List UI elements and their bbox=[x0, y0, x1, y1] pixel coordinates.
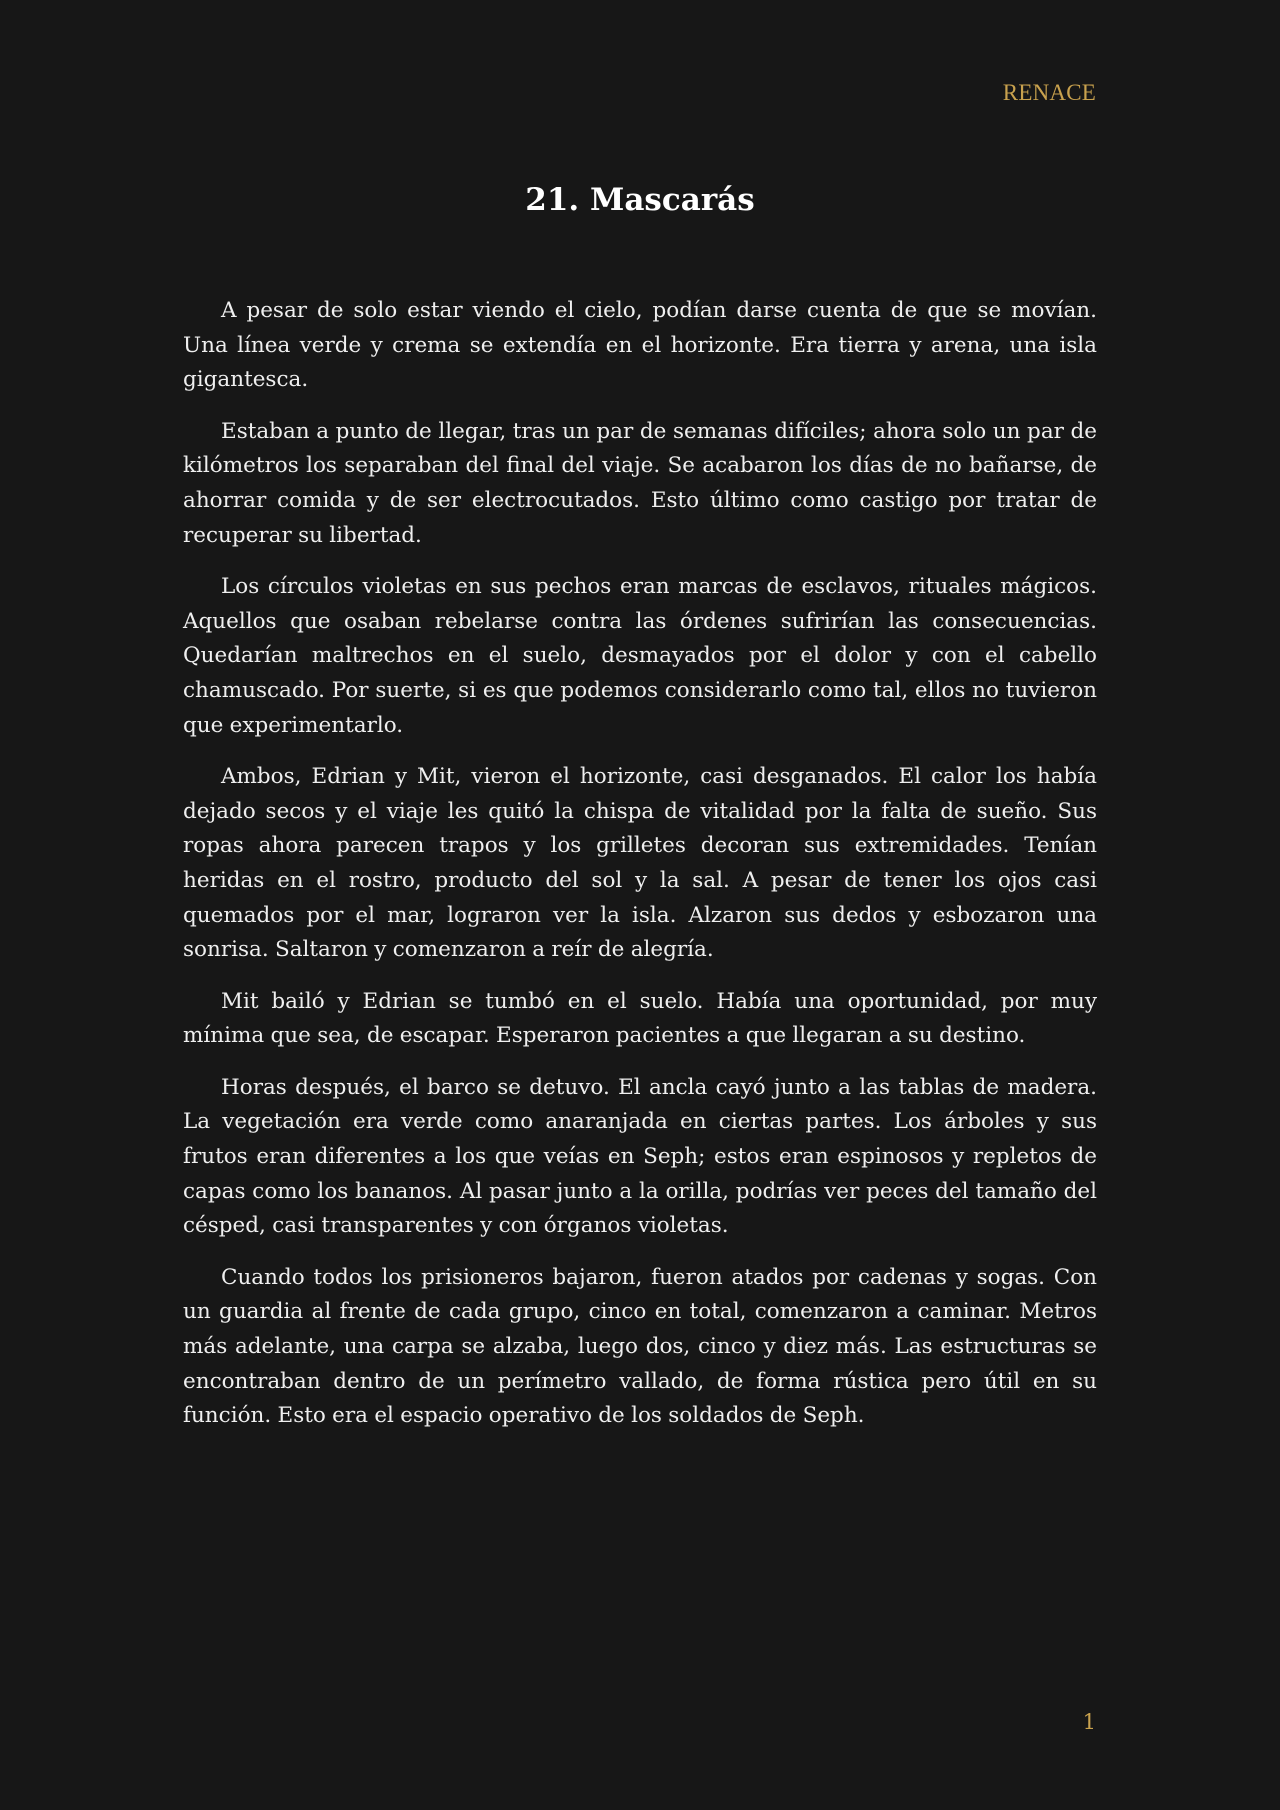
paragraph: Estaban a punto de llegar, tras un par de semanas difíciles; ahora solo un par de kilómetros los separaban del final del viaje. Se acabaron los días de no bañarse, de ahorrar comida y de ser electrocutados. Esto último como castigo por tratar de recuperar su libertad. bbox=[183, 418, 1097, 548]
paragraph: Horas después, el barco se detuvo. El ancla cayó junto a las tablas de madera. La vegetación era verde como anaranjada en ciertas partes. Los árboles y sus frutos eran diferentes a los que veías en Seph; estos eran espinosos y repletos de capas como los bananos. Al pasar junto a la orilla, podrías ver peces del tamaño del césped, casi transparentes y con órganos violetas. bbox=[183, 1074, 1097, 1239]
paragraph: Cuando todos los prisioneros bajaron, fueron atados por cadenas y sogas. Con un guardia al frente de cada grupo, cinco en total, comenzaron a caminar. Metros más adelante, una carpa se alzaba, luego dos, cinco y diez más. Las estructuras se encontraban dentro de un perímetro vallado, de forma rústica pero útil en su función. Esto era el espacio operativo de los soldados de Seph. bbox=[183, 1264, 1097, 1429]
paragraph: Ambos, Edrian y Mit, vieron el horizonte, casi desganados. El calor los había dejado secos y el viaje les quitó la chispa de vitalidad por la falta de sueño. Sus ropas ahora parecen trapos y los grilletes decoran sus extremidades. Tenían heridas en el rostro, producto del sol y la sal. A pesar de tener los ojos casi quemados por el mar, lograron ver la isla. Alzaron sus dedos y esbozaron una sonrisa. Saltaron y comenzaron a reír de alegría. bbox=[183, 764, 1097, 963]
paragraph: A pesar de solo estar viendo el cielo, podían darse cuenta de que se movían. Una línea verde y crema se extendía en el horizonte. Era tierra y arena, una isla gigantesca. bbox=[183, 298, 1097, 393]
paragraph: Los círculos violetas en sus pechos eran marcas de esclavos, rituales mágicos. Aquellos que osaban rebelarse contra las órdenes sufrirían las consecuencias. Quedarían maltrechos en el suelo, desmayados por el dolor y con el cabello chamuscado. Por suerte, si es que podemos considerarlo como tal, ellos no tuvieron que experimentarlo. bbox=[183, 574, 1097, 738]
chapter-title: 21. Mascarás bbox=[525, 182, 755, 218]
running-header: RENACE bbox=[1002, 80, 1096, 105]
paragraph: Mit bailó y Edrian se tumbó en el suelo. Había una oportunidad, por muy mínima que sea, de escapar. Esperaron pacientes a que llegaran a su destino. bbox=[183, 988, 1097, 1049]
page-number: 1 bbox=[1082, 1710, 1096, 1734]
chapter-body bbox=[183, 294, 1097, 1451]
